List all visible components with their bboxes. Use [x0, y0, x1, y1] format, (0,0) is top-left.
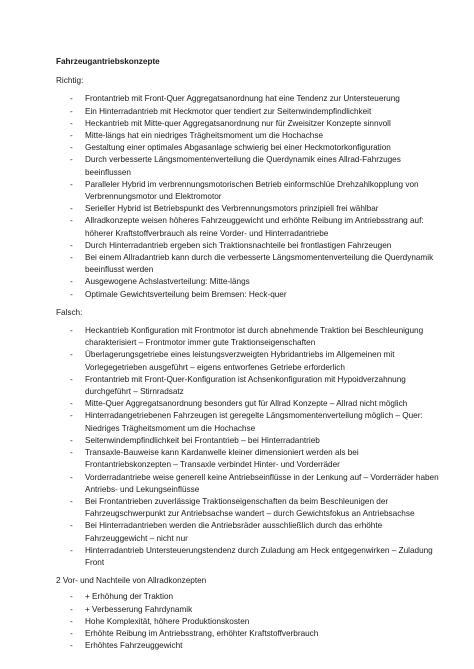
- list-item: - Ein Hinterradantrieb mit Heckmotor quer tendiert zur Seitenwindempfindlichkeit: [56, 106, 440, 118]
- list-item: - Hohe Komplexität, höhere Produktionskosten: [56, 616, 440, 628]
- list-item: - Hinterradantrieb Untersteuerungstendenz durch Zuladung am Heck entgegenwirken – Zuladung Front: [56, 545, 440, 569]
- list-item: - Frontantrieb mit Front-Quer-Konfiguration ist Achsenkonfiguration mit Hypoidverzahnung durchgeführt – Stirnradsatz: [56, 374, 440, 398]
- richtig-list: [56, 93, 440, 300]
- list-item: - Ausgewogene Achslastverteilung: Mitte-längs: [56, 276, 440, 288]
- list-item: - Allradkonzepte weisen höheres Fahrzeuggewicht und erhöhte Reibung im Antriebsstrang auf: höherer Kraftstoffverbrauch als reine Vorder- und Hinterradantriebe: [56, 215, 440, 239]
- list-item: - Erhöhtes Fahrzeuggewicht: [56, 640, 440, 652]
- list-item: - Bei Frontantrieben zuverlässige Traktionseigenschaften da beim Beschleunigen der Fahrzeugschwerpunkt zur Antriebsachse wandert – durch Gewichtsfokus an Antriebsachse: [56, 496, 440, 520]
- list-item: - Paralleler Hybrid im verbrennungsmotorischen Betrieb einformschlüe Drehzahlkopplung von Verbrennungsmotor und Elektromotor: [56, 179, 440, 203]
- list-item: - Mitte-Quer Aggregatsanordnung besonders gut für Allrad Konzepte – Allrad nicht möglich: [56, 398, 440, 410]
- document-title: Fahrzeugantriebskonzepte: [56, 57, 160, 66]
- list-item: - Heckantrieb Konfiguration mit Frontmotor ist durch abnehmende Traktion bei Beschleunigung charakterisiert – Frontmotor immer gute Traktionseigenschaften: [56, 325, 440, 349]
- list-item: - Erhöhte Reibung im Antriebsstrang, erhöhter Kraftstoffverbrauch: [56, 628, 440, 640]
- list-item: - Frontantrieb mit Front-Quer Aggregatsanordnung hat eine Tendenz zur Untersteuerung: [56, 93, 440, 105]
- list-item: - Durch verbesserte Längsmomentenverteilung die Querdynamik eines Allrad-Fahrzuges beeinflussen: [56, 154, 440, 178]
- list-item: - Seitenwindempfindlichkeit bei Frontantrieb – bei Hinterradantrieb: [56, 435, 440, 447]
- richtig-label: Richtig:: [56, 76, 84, 86]
- falsch-label: Falsch:: [56, 307, 83, 317]
- list-item: - Hinterradangetriebenen Fahrzeugen ist geregelte Längsmomentenverteilung möglich – Quer: Niedriges Trägheitsmoment um die Hochachse: [56, 410, 440, 434]
- list-item: - Transaxle-Bauweise kann Kardanwelle kleiner dimensioniert werden als bei Frontantriebskonzepten – Transaxle verbindet Hinter- und Vorderräder: [56, 447, 440, 471]
- allrad-list: [56, 591, 440, 652]
- list-item: - Überlagerungsgetriebe eines leistungsverzweigten Hybridantriebs im Allgemeinen mit Vorlegegetrieben ausgeführt – eigens entworfenes Getriebe erforderlich: [56, 349, 440, 373]
- list-item: - Mitte-längs hat ein niedriges Trägheitsmoment um die Hochachse: [56, 130, 440, 142]
- list-item: - Vorderradantriebe weise generell keine Antriebseinflüsse in der Lenkung auf – Vorderräder haben Antriebs- und Lekungseinflüsse: [56, 472, 440, 496]
- list-item: - + Erhöhung der Traktion: [56, 591, 440, 603]
- document-body: [56, 56, 440, 658]
- list-item: - Durch Hinterradantrieb ergeben sich Traktionsnachteile bei frontlastigen Fahrzeugen: [56, 240, 440, 252]
- list-item: - Gestaltung einer optimales Abgasanlage schwierig bei einer Heckmotorkonfiguration: [56, 142, 440, 154]
- falsch-list: [56, 325, 440, 569]
- list-item: - Bei einem Allradantrieb kann durch die verbesserte Längsmomentenverteilung die Querdynamik beeinflusst werden: [56, 252, 440, 276]
- list-item: - Heckantrieb mit Mitte-quer Aggregatsanordnung nur für Zweisitzer Konzepte sinnvoll: [56, 118, 440, 130]
- section-heading: 2 Vor- und Nachteile von Allradkonzepten: [56, 576, 207, 586]
- list-item: - Optimale Gewichtsverteilung beim Bremsen: Heck-quer: [56, 289, 440, 301]
- list-item: - Bei Hinterradantrieben werden die Antriebsräder ausschließlich durch das erhöhte Fahrzeuggewicht – nicht nur: [56, 520, 440, 544]
- list-item: - + Verbesserung Fahrdynamik: [56, 604, 440, 616]
- list-item: - Serieller Hybrid ist Betriebspunkt des Verbrennungsmotors prinzipiell frei wählbar: [56, 203, 440, 215]
